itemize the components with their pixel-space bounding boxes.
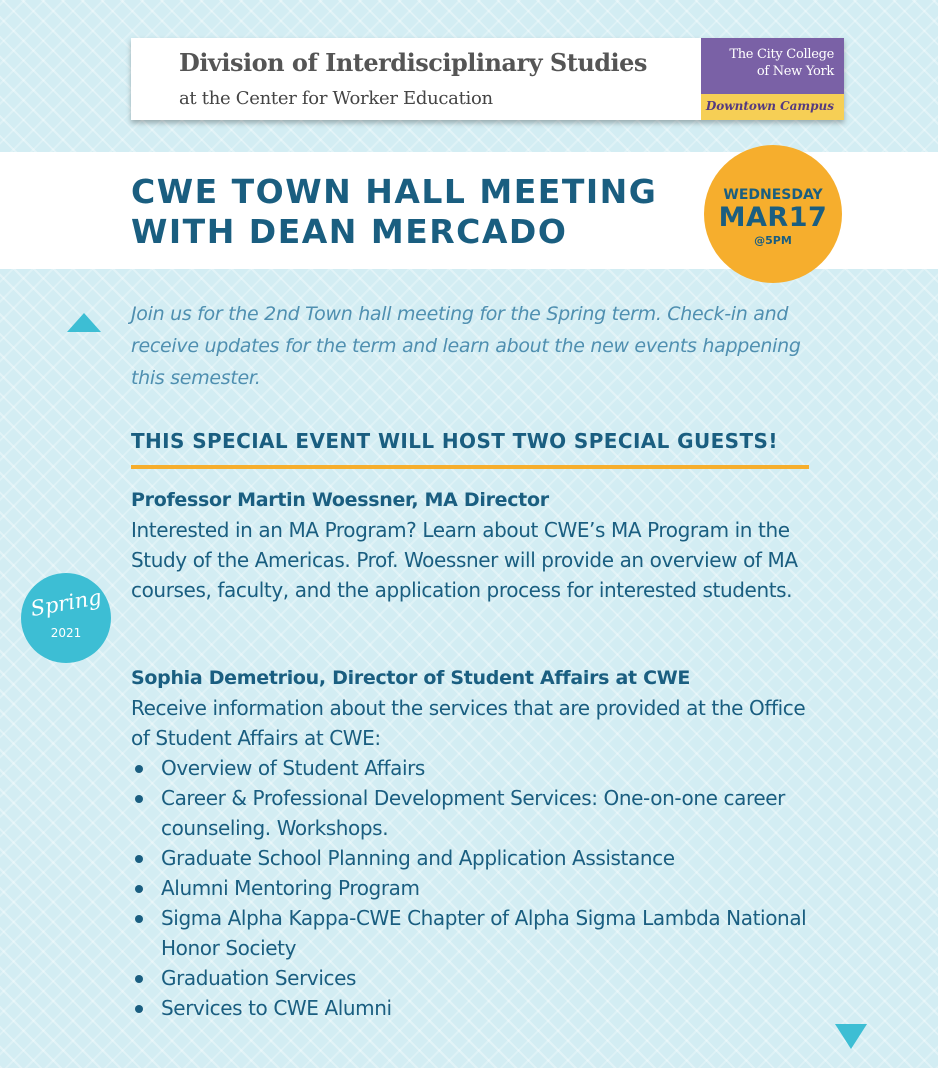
college-logo bbox=[701, 38, 844, 120]
college-name-line1: The City College bbox=[729, 47, 834, 62]
date-day: MAR17 bbox=[718, 202, 828, 233]
guest-woessner bbox=[131, 485, 821, 605]
service-label: Career & Professional Development Services: One-on-one career counseling. Workshops. bbox=[161, 786, 785, 840]
bullet-icon bbox=[135, 855, 143, 863]
guests-heading: THIS SPECIAL EVENT WILL HOST TWO SPECIAL GUESTS! bbox=[131, 429, 778, 453]
term-badge bbox=[21, 573, 111, 663]
list-item bbox=[131, 843, 821, 873]
event-title bbox=[131, 172, 657, 252]
date-badge bbox=[704, 145, 842, 283]
service-label: Alumni Mentoring Program bbox=[161, 876, 420, 900]
event-title-line2: WITH DEAN MERCADO bbox=[131, 212, 568, 251]
heading-divider bbox=[131, 465, 809, 469]
bullet-icon bbox=[135, 915, 143, 923]
term-season: Spring bbox=[28, 584, 104, 622]
service-label: Sigma Alpha Kappa-CWE Chapter of Alpha Sigma Lambda National Honor Society bbox=[161, 906, 807, 960]
campus-label: Downtown Campus bbox=[701, 94, 844, 120]
service-label: Graduation Services bbox=[161, 966, 357, 990]
guest-description: Interested in an MA Program? Learn about CWE’s MA Program in the Study of the Americas. Prof. Woessner will provide an overview of MA courses, faculty, and the application process for interested students. bbox=[131, 518, 798, 602]
college-name-line2: of New York bbox=[756, 64, 834, 79]
service-label: Graduate School Planning and Application Assistance bbox=[161, 846, 675, 870]
list-item bbox=[131, 873, 821, 903]
date-weekday: WEDNESDAY bbox=[723, 187, 823, 203]
list-item bbox=[131, 903, 821, 963]
list-item bbox=[131, 753, 821, 783]
division-subtitle: at the Center for Worker Education bbox=[179, 88, 493, 109]
bullet-icon bbox=[135, 885, 143, 893]
division-title: Division of Interdisciplinary Studies bbox=[179, 48, 647, 77]
header-card bbox=[131, 38, 844, 120]
intro-text: Join us for the 2nd Town hall meeting for the Spring term. Check-in and receive updates for the term and learn about the new events happening this semester. bbox=[131, 303, 801, 389]
guest-name: Sophia Demetriou, Director of Student Affairs at CWE bbox=[131, 667, 691, 689]
guest-demetriou bbox=[131, 663, 821, 1023]
service-label: Services to CWE Alumni bbox=[161, 996, 392, 1020]
date-time: @5PM bbox=[754, 234, 792, 247]
list-item bbox=[131, 963, 821, 993]
event-title-line1: CWE TOWN HALL MEETING bbox=[131, 172, 658, 211]
triangle-up-icon bbox=[67, 313, 101, 332]
term-year: 2021 bbox=[50, 626, 82, 640]
guest-description: Receive information about the services that are provided at the Office of Student Affairs at CWE: bbox=[131, 696, 806, 750]
list-item bbox=[131, 993, 821, 1023]
bullet-icon bbox=[135, 765, 143, 773]
service-label: Overview of Student Affairs bbox=[161, 756, 425, 780]
triangle-down-icon bbox=[835, 1024, 867, 1049]
list-item bbox=[131, 783, 821, 843]
college-name bbox=[701, 38, 844, 94]
guest-name: Professor Martin Woessner, MA Director bbox=[131, 489, 549, 511]
bullet-icon bbox=[135, 975, 143, 983]
bullet-icon bbox=[135, 795, 143, 803]
services-list bbox=[131, 753, 821, 1023]
bullet-icon bbox=[135, 1005, 143, 1013]
